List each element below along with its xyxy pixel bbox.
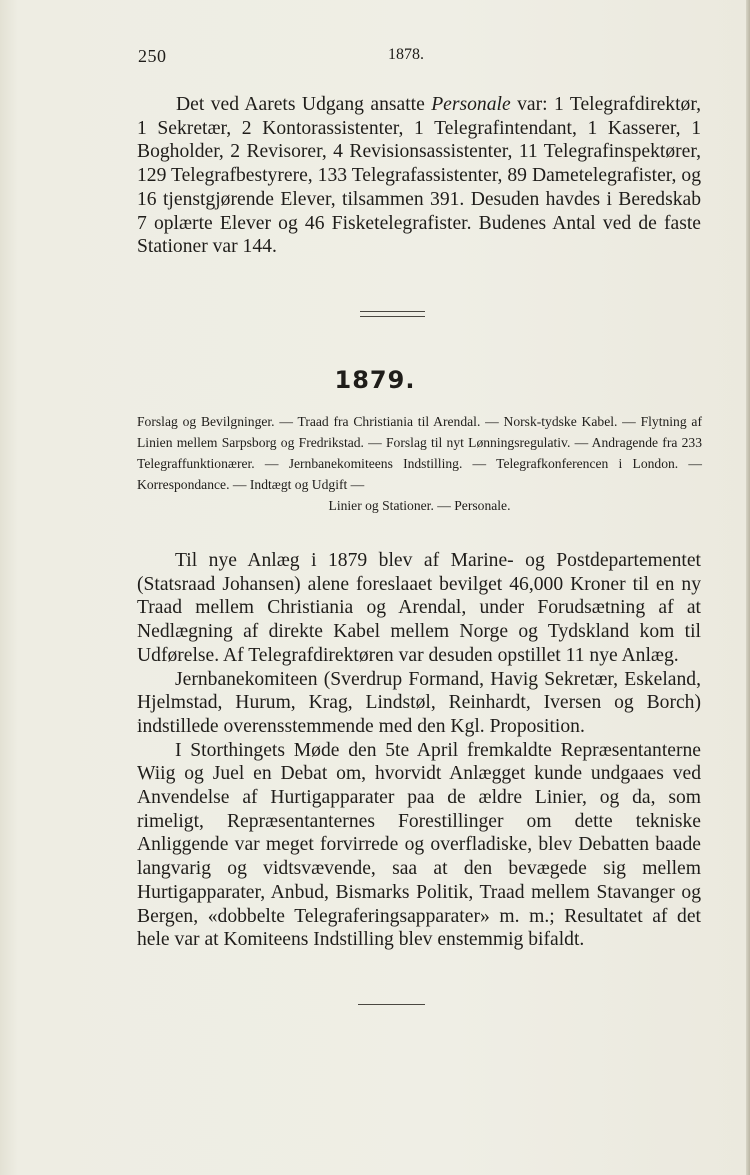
page-edge — [746, 0, 750, 1175]
section-year-heading: 1879. — [334, 366, 416, 394]
running-head-year: 1878. — [388, 46, 424, 63]
intro-text-start: Det ved Aarets Udgang ansatte — [176, 94, 432, 115]
page-number: 250 — [138, 46, 167, 66]
paragraph: I Storthingets Møde den 5te April fremkaldte Repræsentanterne Wiig og Juel en Debat om, hvorvidt Anlægget kunde undgaaes ved Anvendelse af Hurtigapparater paa de ældre Linier, og da, som rimeligt, Repræsentanternes Forestillinger om dette tekniske Anliggende var meget forvirrede og overfladiske, blev Debatten baade langvarig og vidtsvævende, saa at den bevægede sig mellem Hurtigapparater, Anbud, Bismarks Politik, Traad mellem Stavanger og Bergen, «dobbelte Telegraferingsapparater» m. m.; Resultatet af det hele var at Komiteens Indstilling blev enstemmig bifaldt. — [137, 739, 701, 951]
summary-last-line: Linier og Stationer. — Personale. — [328, 497, 511, 513]
paragraph: Til nye Anlæg i 1879 blev af Marine- og Postdepartementet (Statsraad Johansen) alene foreslaaet bevilget 46,000 Kroner til en ny Traad mellem Christiania og Arendal, under Forudsætning af at Nedlægning af direkte Kabel mellem Norge og Tydskland kom til Udførelse. Af Telegrafdirektøren var desuden opstillet 11 nye Anlæg. — [137, 550, 701, 666]
page-header — [0, 46, 750, 72]
end-divider — [358, 1004, 425, 1005]
section-divider-double — [360, 311, 425, 317]
personale-term: Personale — [431, 94, 511, 115]
summary-text: Forslag og Bevilgninger. — Traad fra Christiania til Arendal. — Norsk-tydske Kabel. — Flytning af Linien mellem Sarpsborg og Fredrikstad. — Forslag til nyt Lønningsregulativ. — Andragende fra 233 Telegraffunktionærer. — Jernbanekomiteens Indstilling. — Telegrafkonferencen i London. — Korrespondance. — Indtægt og Udgift — — [137, 414, 702, 492]
personnel-paragraph — [137, 93, 701, 259]
section-summary — [137, 412, 702, 517]
body-text — [137, 549, 701, 952]
paragraph: Jernbanekomiteen (Sverdrup Formand, Havig Sekretær, Eskeland, Hjelmstad, Hurum, Krag, Lindstøl, Reinhardt, Iversen og Borch) indstillede overensstemmende med den Kgl. Proposition. — [137, 668, 701, 737]
intro-text-rest: var: 1 Telegrafdirektør, 1 Sekretær, 2 Kontorassistenter, 1 Telegrafintendant, 1 Kasserer, 1 Bogholder, 2 Revisorer, 4 Revisionsassistenter, 11 Telegrafinspektører, 129 Telegrafbestyrere, 133 Telegrafassistenter, 89 Dametelegrafister, og 16 tjenstgjørende Elever, tilsammen 391. Desuden havdes i Beredskab 7 oplærte Elever og 46 Fisketelegrafister. Budenes Antal ved de faste Stationer var 144. — [137, 94, 701, 258]
